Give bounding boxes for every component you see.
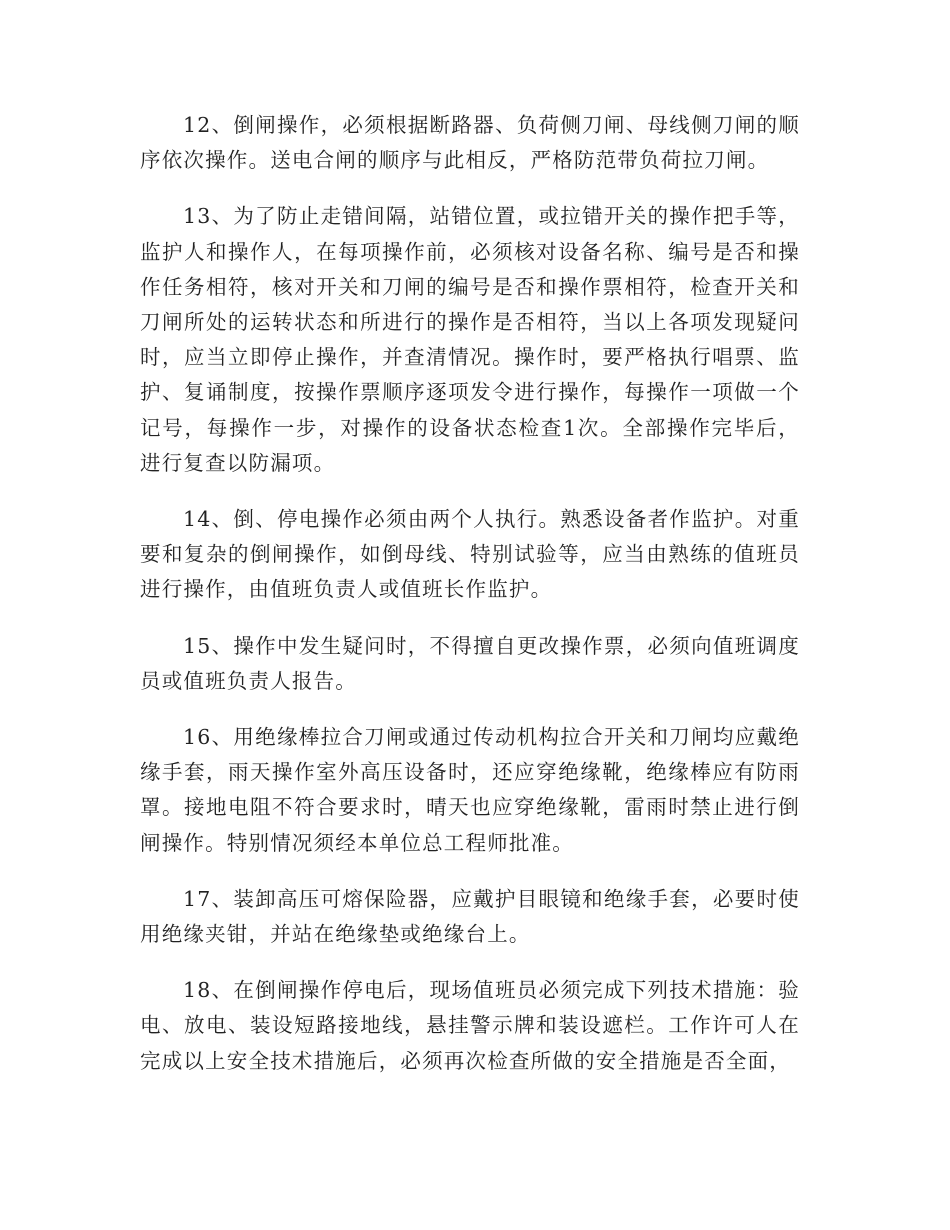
paragraph-18: 18、在倒闸操作停电后，现场值班员必须完成下列技术措施：验电、放电、装设短路接地线，悬挂警示牌和装设遮栏。工作许可人在完成以上安全技术措施后，必须再次检查所做的安全措施是否全面， <box>140 978 800 1073</box>
paragraph-12: 12、倒闸操作，必须根据断路器、负荷侧刀闸、母线侧刀闸的顺序依次操作。送电合闸的顺序与此相反，严格防范带负荷拉刀闸。 <box>140 113 800 173</box>
document-page <box>140 108 800 1100</box>
paragraph-15: 15、操作中发生疑问时，不得擅自更改操作票，必须向值班调度员或值班负责人报告。 <box>140 633 800 693</box>
paragraph-13: 13、为了防止走错间隔，站错位置，或拉错开关的操作把手等，监护人和操作人，在每项操作前，必须核对设备名称、编号是否和操作任务相符，核对开关和刀闸的编号是否和操作票相符，检查开关和刀闸所处的运转状态和所进行的操作是否相符，当以上各项发现疑问时，应当立即停止操作，并查清情况。操作时，要严格执行唱票、监护、复诵制度，按操作票顺序逐项发令进行操作，每操作一项做一个记号，每操作一步，对操作的设备状态检查1次。全部操作完毕后，进行复查以防漏项。 <box>140 204 800 475</box>
paragraph-17: 17、装卸高压可熔保险器，应戴护目眼镜和绝缘手套，必要时使用绝缘夹钳，并站在绝缘垫或绝缘台上。 <box>140 886 800 947</box>
paragraph-16: 16、用绝缘棒拉合刀闸或通过传动机构拉合开关和刀闸均应戴绝缘手套，雨天操作室外高压设备时，还应穿绝缘靴，绝缘棒应有防雨罩。接地电阻不符合要求时，晴天也应穿绝缘靴，雷雨时禁止进行倒闸操作。特别情况须经本单位总工程师批准。 <box>140 725 800 855</box>
paragraph-14: 14、倒、停电操作必须由两个人执行。熟悉设备者作监护。对重要和复杂的倒闸操作，如倒母线、特别试验等，应当由熟练的值班员进行操作，由值班负责人或值班长作监护。 <box>140 507 800 602</box>
